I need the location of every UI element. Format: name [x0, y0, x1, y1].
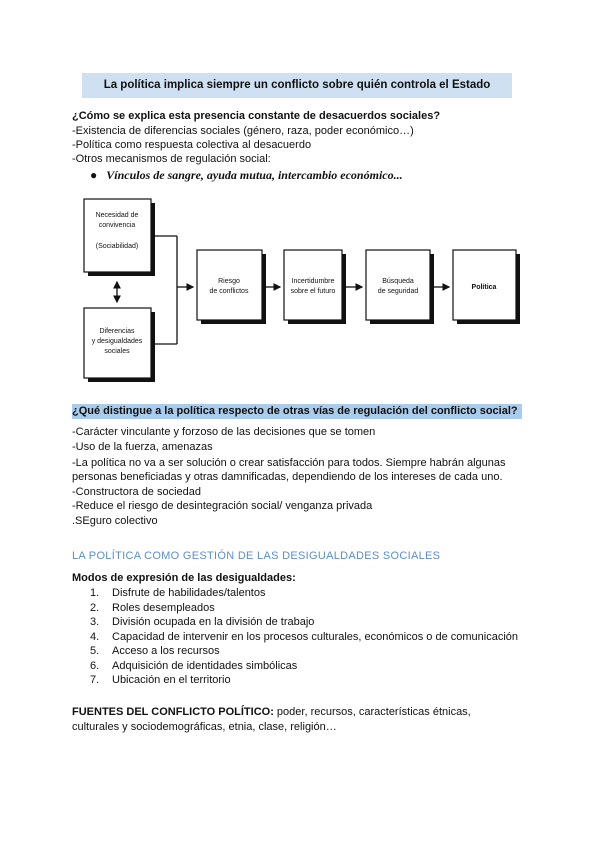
box1-line: convivencia	[98, 222, 136, 229]
fuentes-label: FUENTES DEL CONFLICTO POLÍTICO:	[72, 706, 274, 718]
list-text: Ubicación en el territorio	[112, 674, 231, 686]
list-item	[90, 615, 518, 630]
q2-item: -Constructora de sociedad	[72, 486, 202, 498]
box-riesgo-conflictos	[197, 250, 266, 324]
question-1: ¿Cómo se explica esta presencia constante de desacuerdos sociales?	[72, 110, 441, 122]
list-text: Adquisición de identidades simbólicas	[112, 659, 298, 672]
box3-line: Riesgo	[218, 278, 240, 285]
fuentes-text: poder, recursos, características étnicas,	[273, 706, 471, 718]
bullet-dot-icon: ●	[90, 168, 107, 182]
bullet-text: Vínculos de sangre, ayuda mutua, intercambio económico...	[106, 168, 403, 182]
question-2: ¿Qué distingue a la política respecto de otras vías de regulación del conflicto social?	[72, 404, 522, 419]
box3-line: de conflictos	[209, 288, 249, 295]
box4-line: Incertidumbre	[291, 278, 335, 285]
fuentes-line	[72, 705, 471, 719]
q2-item: -Reduce el riesgo de desintegración social/ venganza privada	[72, 500, 373, 512]
list-text: Roles desempleados	[112, 601, 215, 614]
q1-item: -Política como respuesta colectiva al desacuerdo	[72, 139, 312, 151]
list-text: División ocupada en la división de trabajo	[112, 616, 315, 628]
box-necesidad-convivencia	[84, 199, 155, 276]
q2-item: .SEguro colectivo	[72, 515, 158, 527]
q2-item: -Carácter vinculante y forzoso de las decisiones que se tomen	[72, 426, 376, 438]
box5-line: Búsqueda	[382, 278, 414, 285]
box-busqueda-seguridad	[366, 250, 434, 324]
list-item	[90, 659, 518, 674]
list-item	[90, 601, 518, 616]
box1-line: (Sociabilidad)	[95, 243, 139, 250]
list-text: Acceso a los recursos	[112, 645, 220, 657]
list-number: 6.	[90, 659, 100, 672]
q2-item: personas beneficiadas y otras damnificadas, dependiendo de los intereses de cada uno.	[72, 471, 503, 483]
box4-line: sobre el futuro	[290, 288, 336, 295]
flow-diagram	[0, 0, 600, 400]
list-item	[90, 586, 518, 601]
list-number: 2.	[90, 601, 100, 614]
section-heading: LA POLÍTICA COMO GESTIÓN DE LAS DESIGUALDADES SOCIALES	[72, 550, 441, 562]
box2-line: y desigualdades	[91, 338, 143, 345]
list-text: Capacidad de intervenir en los procesos culturales, económicos o de comunicación	[112, 630, 519, 643]
box6-line: Política	[471, 284, 497, 291]
q1-item: -Otros mecanismos de regulación social:	[72, 153, 271, 165]
list-number: 3.	[90, 616, 100, 628]
box-diferencias-desigualdades	[84, 308, 155, 382]
fuentes-line-2: culturales y sociodemográficas, etnia, clase, religión…	[72, 721, 337, 733]
q1-item: -Existencia de diferencias sociales (género, raza, poder económico…)	[72, 125, 414, 137]
box2-line: sociales	[104, 348, 130, 355]
list-text: Disfrute de habilidades/talentos	[112, 587, 266, 599]
box-incertidumbre-futuro	[284, 250, 346, 324]
list-number: 4.	[90, 630, 100, 643]
modos-list	[90, 586, 518, 688]
box5-line: de seguridad	[377, 288, 419, 295]
list-number: 1.	[90, 587, 100, 599]
box2-line: Diferencias	[99, 328, 135, 335]
box1-line: Necesidad de	[95, 212, 139, 219]
modos-title: Modos de expresión de las desigualdades:	[72, 572, 296, 584]
list-number: 7.	[90, 674, 100, 686]
list-item	[90, 673, 518, 688]
box-politica	[453, 250, 520, 324]
page-title: La política implica siempre un conflicto sobre quién controla el Estado	[82, 73, 512, 98]
list-item	[90, 630, 518, 645]
q2-item: -La política no va a ser solución o crear satisfacción para todos. Siempre habrán algunas	[72, 457, 506, 469]
q2-item: -Uso de la fuerza, amenazas	[72, 441, 213, 453]
list-number: 5.	[90, 645, 100, 657]
list-item	[90, 644, 518, 659]
